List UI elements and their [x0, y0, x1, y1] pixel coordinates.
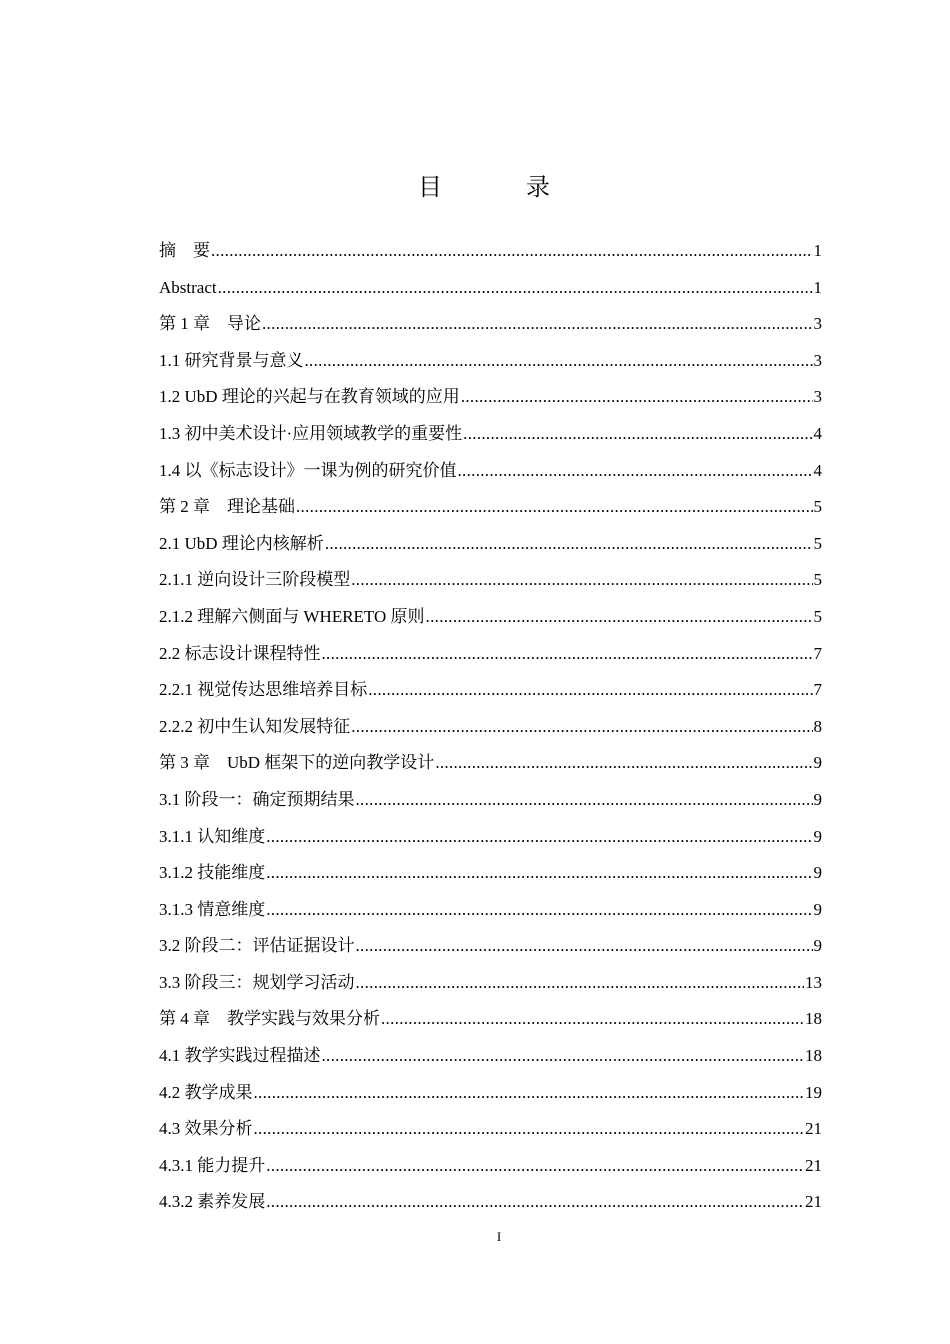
- toc-leader-dots: [351, 709, 812, 746]
- toc-entry[interactable]: [159, 306, 822, 343]
- toc-entry-page: 9: [813, 789, 822, 809]
- toc-entry[interactable]: [159, 1111, 822, 1148]
- toc-entry-label: 1.4 以《标志设计》一课为例的研究价值: [159, 460, 457, 480]
- toc-leader-dots: [211, 233, 813, 270]
- toc-leader-dots: [463, 416, 812, 453]
- toc-entry[interactable]: [159, 672, 822, 709]
- toc-entry-page: 9: [813, 899, 822, 919]
- toc-entry-label: 4.2 教学成果: [159, 1082, 253, 1102]
- toc-entry-page: 9: [813, 753, 822, 773]
- toc-entry[interactable]: [159, 1148, 822, 1185]
- toc-leader-dots: [356, 965, 805, 1002]
- toc-entry[interactable]: [159, 892, 822, 929]
- toc-entry[interactable]: [159, 965, 822, 1002]
- toc-entry[interactable]: [159, 636, 822, 673]
- toc-entry[interactable]: [159, 1075, 822, 1112]
- toc-entry-page: 9: [813, 863, 822, 883]
- toc-entry-page: 1: [813, 241, 822, 260]
- toc-leader-dots: [426, 599, 813, 636]
- toc-leader-dots: [218, 270, 813, 307]
- toc-entry[interactable]: [159, 343, 822, 380]
- toc-entry-page: 3: [813, 387, 822, 407]
- toc-leader-dots: [322, 1038, 805, 1075]
- toc-entry-page: 13: [805, 972, 822, 992]
- toc-leader-dots: [266, 892, 812, 929]
- toc-leader-dots: [322, 636, 813, 673]
- toc-entry[interactable]: [159, 489, 822, 526]
- toc-entry-label: 第 2 章 理论基础: [159, 497, 295, 517]
- toc-entry[interactable]: [159, 855, 822, 892]
- toc-leader-dots: [266, 1184, 804, 1221]
- toc-leader-dots: [381, 1001, 804, 1038]
- toc-entry-label: 1.3 初中美术设计·应用领域教学的重要性: [159, 423, 463, 443]
- toc-leader-dots: [458, 453, 813, 490]
- toc-entry[interactable]: [159, 416, 822, 453]
- toc-entry-label: 4.1 教学实践过程描述: [159, 1046, 321, 1066]
- toc-entry-page: 18: [805, 1046, 822, 1066]
- toc-entry[interactable]: [159, 379, 822, 416]
- toc-list: [159, 233, 822, 1221]
- toc-leader-dots: [296, 489, 813, 526]
- page-number: I: [496, 1229, 502, 1244]
- toc-entry-label: 2.2 标志设计课程特性: [159, 643, 321, 663]
- toc-leader-dots: [266, 855, 812, 892]
- toc-leader-dots: [305, 343, 813, 380]
- toc-entry-label: 1.2 UbD 理论的兴起与在教育领域的应用: [159, 387, 460, 407]
- toc-leader-dots: [266, 1148, 804, 1185]
- toc-entry-page: 9: [813, 826, 822, 846]
- toc-entry-page: 7: [813, 643, 822, 663]
- toc-entry-label: 3.1.2 技能维度: [159, 863, 266, 883]
- toc-entry-page: 5: [813, 606, 822, 626]
- toc-entry-label: 第 4 章 教学实践与效果分析: [159, 1009, 380, 1029]
- toc-entry[interactable]: [159, 453, 822, 490]
- toc-entry-label: 3.1.1 认知维度: [159, 826, 266, 846]
- toc-entry[interactable]: [159, 526, 822, 563]
- toc-leader-dots: [356, 782, 813, 819]
- toc-entry-label: 2.1 UbD 理论内核解析: [159, 533, 324, 553]
- toc-entry-label: 4.3 效果分析: [159, 1119, 253, 1139]
- toc-entry-page: 7: [813, 680, 822, 700]
- toc-entry-page: 5: [813, 497, 822, 517]
- toc-entry-label: 第 3 章 UbD 框架下的逆向教学设计: [159, 753, 435, 773]
- toc-leader-dots: [461, 379, 813, 416]
- toc-entry-page: 4: [813, 460, 822, 480]
- toc-entry-label: 4.3.2 素养发展: [159, 1192, 266, 1212]
- toc-entry-label: 2.1.1 逆向设计三阶段模型: [159, 570, 351, 590]
- toc-entry-label: 3.1 阶段一：确定预期结果: [159, 789, 355, 809]
- toc-leader-dots: [325, 526, 813, 563]
- toc-entry[interactable]: [159, 819, 822, 856]
- toc-entry-page: 18: [805, 1009, 822, 1029]
- toc-entry-label: 4.3.1 能力提升: [159, 1155, 266, 1175]
- toc-leader-dots: [254, 1075, 805, 1112]
- toc-entry[interactable]: [159, 1038, 822, 1075]
- toc-entry[interactable]: [159, 928, 822, 965]
- toc-leader-dots: [266, 819, 812, 856]
- toc-leader-dots: [351, 562, 812, 599]
- toc-entry-page: 8: [813, 716, 822, 736]
- toc-entry-label: 3.3 阶段三：规划学习活动: [159, 972, 355, 992]
- toc-entry-label: 第 1 章 导论: [159, 314, 261, 334]
- toc-entry[interactable]: [159, 599, 822, 636]
- toc-entry-page: 19: [805, 1082, 822, 1102]
- toc-leader-dots: [262, 306, 813, 343]
- toc-entry[interactable]: [159, 1184, 822, 1221]
- toc-entry[interactable]: [159, 709, 822, 746]
- toc-leader-dots: [435, 745, 812, 782]
- toc-entry-page: 21: [805, 1119, 822, 1139]
- toc-entry[interactable]: [159, 233, 822, 270]
- toc-entry-page: 5: [813, 570, 822, 590]
- toc-entry-page: 4: [813, 423, 822, 443]
- toc-entry-label: 3.1.3 情意维度: [159, 899, 266, 919]
- toc-entry-label: 2.1.2 理解六侧面与 WHERETO 原则: [159, 606, 425, 626]
- toc-entry[interactable]: [159, 1001, 822, 1038]
- toc-leader-dots: [254, 1111, 805, 1148]
- toc-entry-page: 1: [813, 277, 822, 297]
- toc-leader-dots: [368, 672, 812, 709]
- toc-entry-page: 9: [813, 936, 822, 956]
- toc-entry[interactable]: [159, 782, 822, 819]
- toc-leader-dots: [356, 928, 813, 965]
- toc-entry-page: 3: [813, 350, 822, 370]
- toc-entry[interactable]: [159, 745, 822, 782]
- toc-entry-label: 3.2 阶段二：评估证据设计: [159, 936, 355, 956]
- toc-entry-page: 3: [813, 314, 822, 334]
- toc-entry-label: 2.2.1 视觉传达思维培养目标: [159, 680, 368, 700]
- toc-entry[interactable]: [159, 270, 822, 307]
- toc-entry-page: 5: [813, 533, 822, 553]
- toc-entry-label: 1.1 研究背景与意义: [159, 350, 304, 370]
- toc-entry-page: 21: [805, 1192, 822, 1212]
- toc-entry-label: Abstract: [159, 277, 217, 297]
- toc-entry[interactable]: [159, 562, 822, 599]
- toc-title: 目 录: [418, 173, 580, 201]
- toc-entry-label: 摘 要: [159, 241, 210, 260]
- toc-entry-page: 21: [805, 1155, 822, 1175]
- toc-entry-label: 2.2.2 初中生认知发展特征: [159, 716, 351, 736]
